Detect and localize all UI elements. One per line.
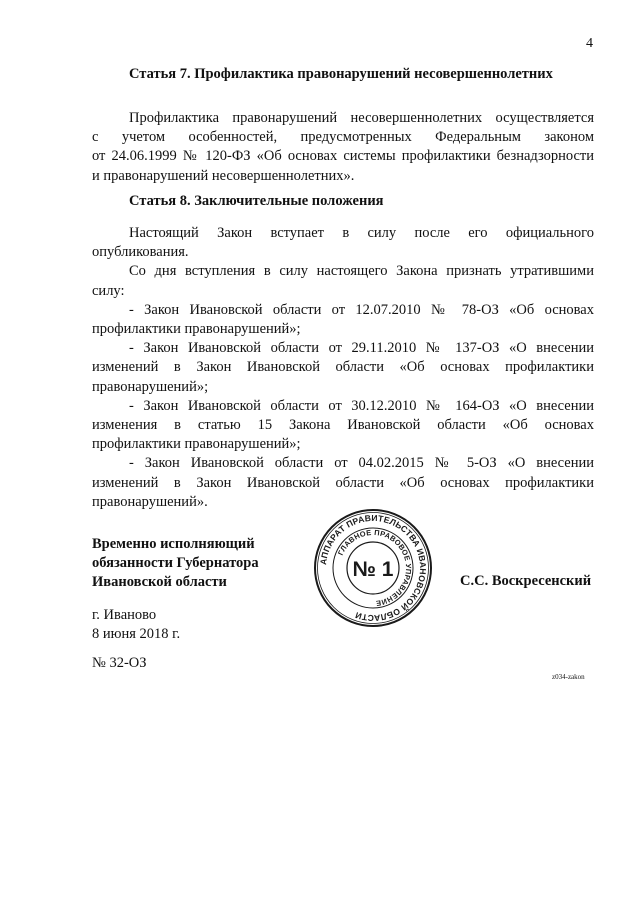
stamp-outer-text: АППАРАТ ПРАВИТЕЛЬСТВА ИВАНОВСКОЙ ОБЛАСТИ (318, 512, 429, 624)
repeal-item-line: - Закон Ивановской области от 12.07.2010 № 78-ОЗ «Об основах (129, 301, 594, 318)
stamp-inner-text: ГЛАВНОЕ ПРАВОВОЕ УПРАВЛЕНИЕ (335, 527, 414, 608)
repeal-item-line: - Закон Ивановской области от 30.12.2010 № 164-ОЗ «О внесении (129, 397, 594, 414)
article-7-line: и правонарушений несовершеннолетних». (92, 167, 355, 184)
article-8-line: Со дня вступления в силу настоящего Закона признать утратившими (129, 263, 594, 280)
signatory-position-line: Временно исполняющий (92, 536, 255, 552)
article-8-body (92, 224, 594, 512)
article-7-heading: Статья 7. Профилактика правонарушений несовершеннолетних (129, 66, 553, 82)
article-7-line: Профилактика правонарушений несовершеннолетних осуществляется (129, 110, 594, 126)
repeal-item-line: изменений в Закон Ивановской области «Об основах профилактики (92, 359, 594, 376)
article-7-body (92, 109, 594, 186)
article-7-line: с учетом особенностей, предусмотренных Федеральным законом (92, 129, 594, 146)
place: г. Иваново (92, 607, 157, 623)
date: 8 июня 2018 г. (92, 626, 181, 642)
repeal-item-line: - Закон Ивановской области от 29.11.2010 № 137-ОЗ «О внесении (129, 340, 594, 357)
signatory-position-line: Ивановской области (92, 574, 227, 590)
article-8-heading: Статья 8. Заключительные положения (129, 193, 384, 209)
repeal-item-line: профилактики правонарушений»; (92, 321, 301, 338)
stamp-number: № 1 (352, 558, 394, 581)
article-8-line: силу: (92, 282, 125, 299)
signatory-position (92, 535, 259, 592)
article-8-line: Настоящий Закон вступает в силу после его официального (129, 225, 594, 241)
repeal-item-line: правонарушений»; (92, 378, 209, 395)
document-number: № 32-ОЗ (92, 655, 147, 671)
repeal-item-line: изменения в статью 15 Закона Ивановской области «Об основах (92, 417, 594, 434)
signatory-name: С.С. Воскресенский (460, 573, 592, 589)
signatory-position-line: обязанности Губернатора (92, 555, 259, 571)
repeal-item-line: правонарушений». (92, 493, 208, 510)
official-seal-stamp (313, 508, 433, 628)
article-7-line: от 24.06.1999 № 120-ФЗ «Об основах системы профилактики безнадзорности (92, 148, 594, 165)
repeal-item-line: - Закон Ивановской области от 04.02.2015 № 5-ОЗ «О внесении (129, 455, 594, 472)
repeal-item-line: изменений в Закон Ивановской области «Об основах профилактики (92, 474, 594, 491)
file-code: z034-zakon (552, 673, 585, 681)
page-number: 4 (586, 36, 593, 51)
place-and-date (92, 606, 180, 644)
article-8-line: опубликования. (92, 244, 189, 261)
repeal-item-line: профилактики правонарушений»; (92, 436, 301, 453)
